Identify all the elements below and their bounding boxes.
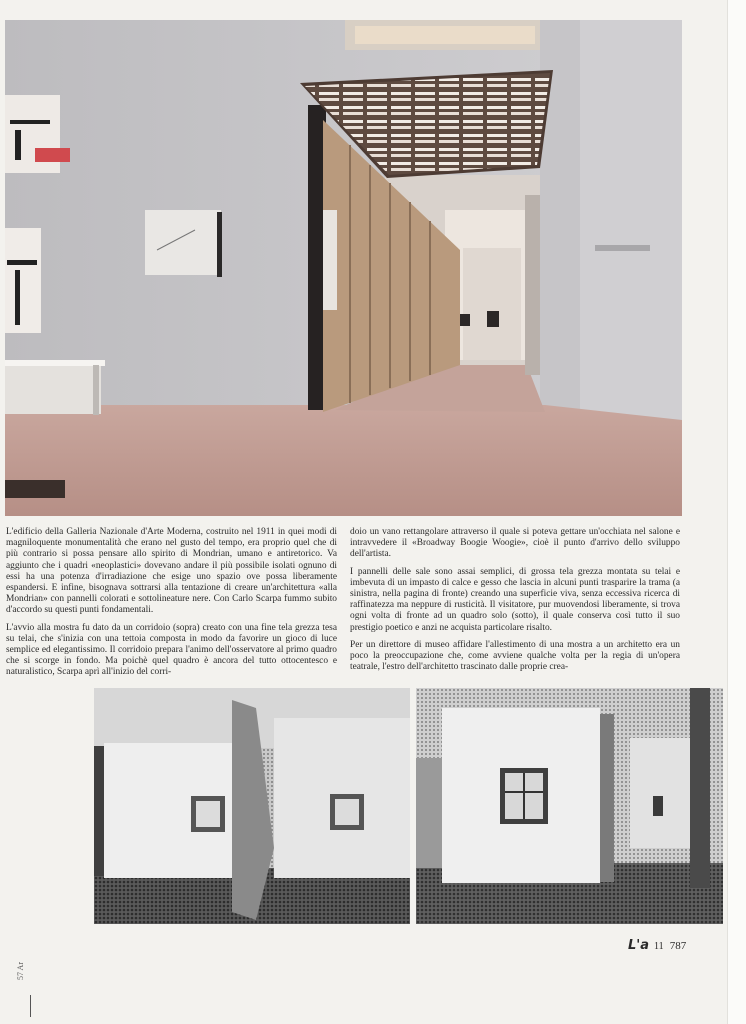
issue-number: 11 xyxy=(654,941,664,952)
margin-note: 57 Ar xyxy=(16,962,25,980)
paragraph: L'edificio della Galleria Nazionale d'Arte Moderna, costruito nel 1911 in quei modi di magniloquente monumentalità che erano nel gusto del tempo, era proprio quel che di più contrario si possa pensare allo spirito di Mondrian, umano e antiretorico. Va aggiunto che i quadri «neoplastici» dovevano andare il più possibile isolati ognuno di essi ha una potenza d'irradiazione che esige uno spazio ove possa liberamente espandersi. E infine, bisognava sottrarsi alla tentazione di creare un'architettura «alla Mondrian» con pannelli colorati e sottolineature nere. Con Carlo Scarpa fummo subito d'accordo su questi punti fondamentali. xyxy=(6,527,337,616)
page-edge xyxy=(727,0,746,1024)
gallery-corridor-photo xyxy=(5,20,682,516)
margin-rule xyxy=(30,995,31,1017)
paragraph: L'avvio alla mostra fu dato da un corridoio (sopra) creato con una fine tela grezza tesa su telai, che s'inizia con una tettoia composta in modo da favorire un gioco di luce semplice ed elegantissimo. Il corridoio prepara l'animo dell'osservatore al primo quadro che si scorge in fondo. Ma poichè quel quadro è ancora del tutto ottocentesco e naturalistico, Scarpa aprì all'inizio del corri- xyxy=(6,622,337,678)
exhibition-room-photo-left xyxy=(94,688,410,924)
paragraph: doio un vano rettangolare attraverso il quale si poteva gettare un'occhiata nel salone e intravvedere il «Broadway Boogie Woogie», cioè il punto d'arrivo dello sviluppo dell'artista. xyxy=(350,527,680,560)
magazine-logo: L'a xyxy=(628,938,650,953)
page-number: 787 xyxy=(669,940,687,952)
paragraph: I pannelli delle sale sono assai semplici, di grossa tela grezza montata su telai e imbevuta di un impasto di calce e gesso che lascia in alcuni punti trasparire la trama (a sinistra, nella pagina di fronte) creando una superficie viva, senza eccessiva ricerca di raffinatezza ma neppure di rusticità. Il visitatore, pur muovendosi liberamente, si trova ogni volta di fronte ad un quadro solo (sotto), il quale conserva così tutto il suo prestigio poetico e anzi ne acquista particolare risalto. xyxy=(350,566,680,633)
paragraph: Per un direttore di museo affidare l'allestimento di una mostra a un architetto era un poco la preoccupazione che, come avviene qualche volta per la regia di un'opera teatrale, l'estro dell'architetto trascinato dalle proprie crea- xyxy=(350,639,680,673)
exhibition-room-photo-right xyxy=(416,688,723,924)
article-right-column xyxy=(350,527,680,679)
article-left-column xyxy=(6,527,337,685)
page-footer xyxy=(628,938,686,953)
